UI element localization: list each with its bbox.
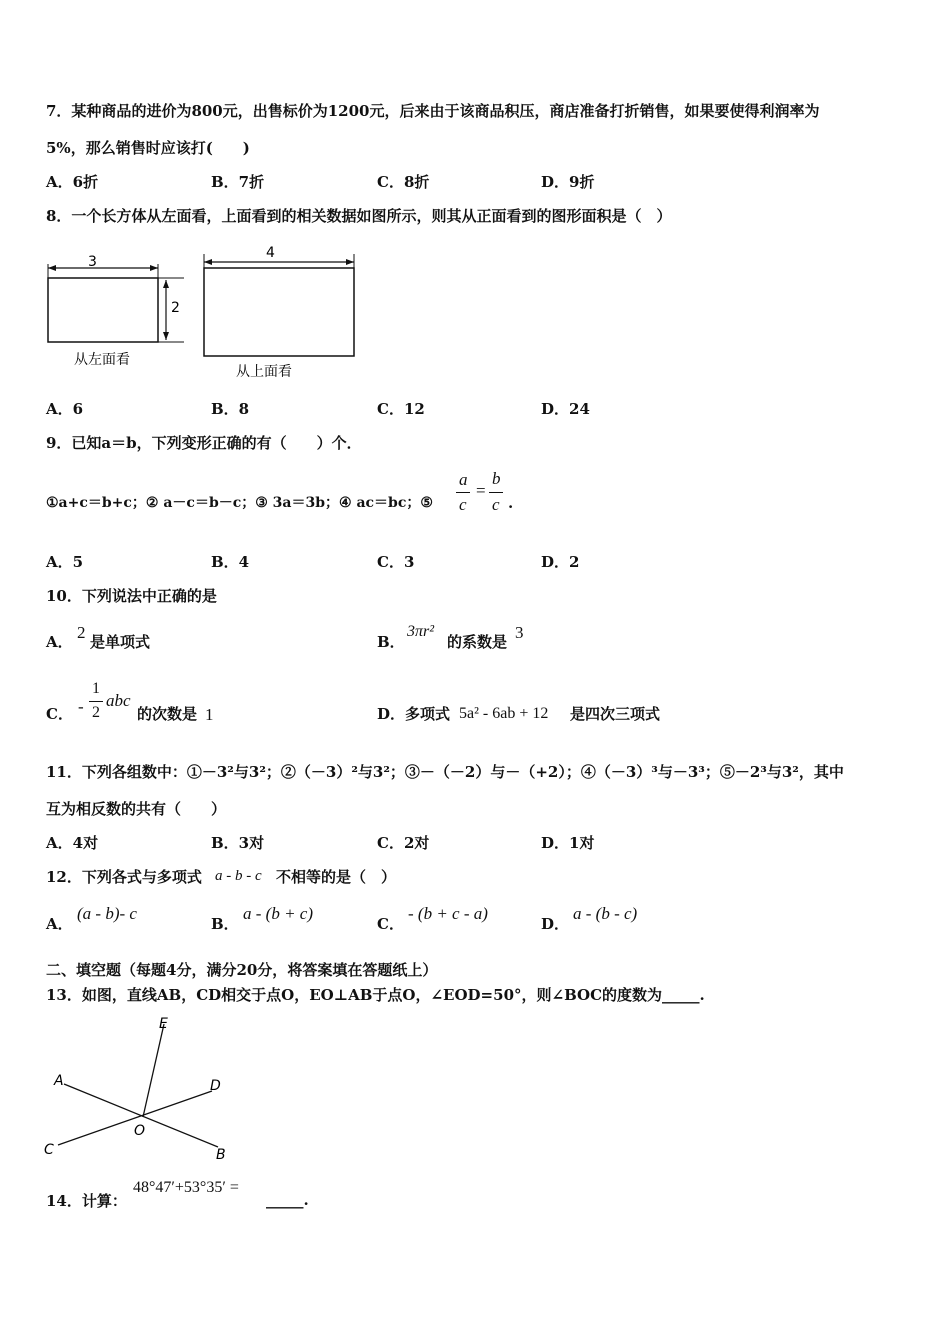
q9-equals: = [476, 481, 486, 500]
q9-option-a: A．5 [46, 553, 84, 571]
q11-option-d: D．1对 [541, 834, 595, 852]
q12-stem-b: 不相等的是（ ） [276, 868, 397, 886]
q10-optC-num: 1 [92, 680, 100, 697]
q9-frac-bar-2 [489, 492, 503, 493]
q10-stem: 10．下列说法中正确的是 [46, 587, 217, 605]
q10-optD-label: D．多项式 [377, 705, 451, 723]
q12-expr-c: - (b + c - a) [408, 904, 488, 923]
q11-option-b: B．3对 [211, 834, 265, 852]
q8-left-view-figure [40, 250, 190, 380]
q10-optA-text: 是单项式 [90, 633, 151, 651]
q14-expr: 48°47′+53°35′ = [133, 1179, 239, 1196]
q10-optC-minus: - [78, 697, 84, 716]
q9-items: ①a+c＝b+c；② a－c＝b－c；③ 3a＝3b；④ ac＝bc；⑤ [46, 495, 433, 511]
q8-option-c: C．12 [377, 400, 425, 418]
q8-option-a: A．6 [46, 400, 84, 418]
q10-optC-text: 的次数是 [137, 705, 198, 723]
q12-label-b: B． [211, 915, 239, 933]
q9-frac-c2: c [492, 495, 500, 514]
q12-expr-a: (a - b)- c [77, 904, 137, 923]
q10-optA-label: A． [46, 633, 73, 651]
q7-option-a: A．6折 [46, 173, 99, 191]
q12-stem-a: 12．下列各式与多项式 [46, 868, 202, 886]
q9-frac-c1: c [459, 495, 467, 514]
q7-option-d: D．9折 [541, 173, 595, 191]
q9-stem: 9．已知a＝b，下列变形正确的有（ ）个． [46, 434, 362, 452]
q10-optC-frac-bar [89, 701, 103, 702]
q13-label-b: B [216, 1147, 226, 1163]
q8-top-view-figure [200, 240, 370, 380]
q8-left-height-label: 2 [171, 300, 180, 316]
q8-option-d: D．24 [541, 400, 590, 418]
q11-line1: 11．下列各组数中：①－3²与3²；②（－3）²与3²；③－（－2）与－（+2）；④（－3）³与－3³；⑤－2³与3²，其中 [46, 763, 844, 781]
section-2-heading: 二、填空题（每题4分，满分20分，将答案填在答题纸上） [46, 961, 438, 979]
q10-optC-var: abc [106, 691, 131, 710]
q14-blank: _____. [266, 1191, 309, 1209]
q8-top-caption: 从上面看 [236, 364, 292, 380]
q8-left-width-label: 3 [88, 254, 97, 270]
q12-expr-b: a - (b + c) [243, 904, 314, 923]
q10-optC-den: 2 [92, 704, 100, 721]
q10-optC-val: 1 [205, 705, 214, 724]
q9-option-d: D．2 [541, 553, 580, 571]
q9-frac-b: b [492, 469, 501, 488]
q10-optB-text: 的系数是 [447, 633, 508, 651]
q13-label-e: E [159, 1016, 168, 1032]
q10-optD-math: 5a² - 6ab + 12 [459, 705, 549, 722]
q9-option-c: C．3 [377, 553, 415, 571]
q8-stem: 8．一个长方体从左面看，上面看到的相关数据如图所示，则其从正面看到的图形面积是（ ） [46, 207, 672, 225]
q7-option-c: C．8折 [377, 173, 430, 191]
q8-option-b: B．8 [211, 400, 250, 418]
q10-optB-math: 3πr² [407, 623, 435, 640]
q13-figure [40, 1012, 240, 1162]
q13-label-a: A [54, 1073, 64, 1089]
q14-label: 14．计算： [46, 1192, 127, 1210]
q12-label-a: A． [46, 915, 73, 933]
q12-label-d: D． [541, 915, 570, 933]
q10-optA-math: 2 [77, 623, 86, 642]
q7-line2: 5%，那么销售时应该打( ) [46, 139, 250, 157]
q10-optB-label: B． [377, 633, 405, 651]
q7-line1: 7．某种商品的进价为800元，出售标价为1200元，后来由于该商品积压，商店准备打折销售，如果要使得利润率为 [46, 102, 820, 120]
q12-expr-d: a - (b - c) [573, 904, 638, 923]
q13-label-d: D [210, 1078, 221, 1094]
q9-end: . [508, 494, 514, 512]
q8-top-width-label: 4 [266, 245, 275, 261]
q9-frac-bar-1 [456, 492, 470, 493]
q8-left-caption: 从左面看 [74, 352, 130, 368]
q13-label-c: C [44, 1142, 54, 1158]
q10-optD-text: 是四次三项式 [570, 705, 661, 723]
q9-option-b: B．4 [211, 553, 250, 571]
q10-optC-label: C． [46, 705, 73, 723]
q12-stem-math: a - b - c [215, 868, 262, 884]
q13-stem: 13．如图，直线AB，CD相交于点O，EO⊥AB于点O，∠EOD=50°，则∠BOC的度数为_____. [46, 986, 705, 1004]
q13-label-o: O [134, 1123, 146, 1139]
q9-frac-a: a [459, 470, 468, 489]
q11-option-a: A．4对 [46, 834, 99, 852]
q12-label-c: C． [377, 915, 404, 933]
q7-option-b: B．7折 [211, 173, 265, 191]
q10-optB-val: 3 [515, 623, 524, 642]
q11-line2: 互为相反数的共有（ ） [46, 800, 227, 818]
q11-option-c: C．2对 [377, 834, 430, 852]
